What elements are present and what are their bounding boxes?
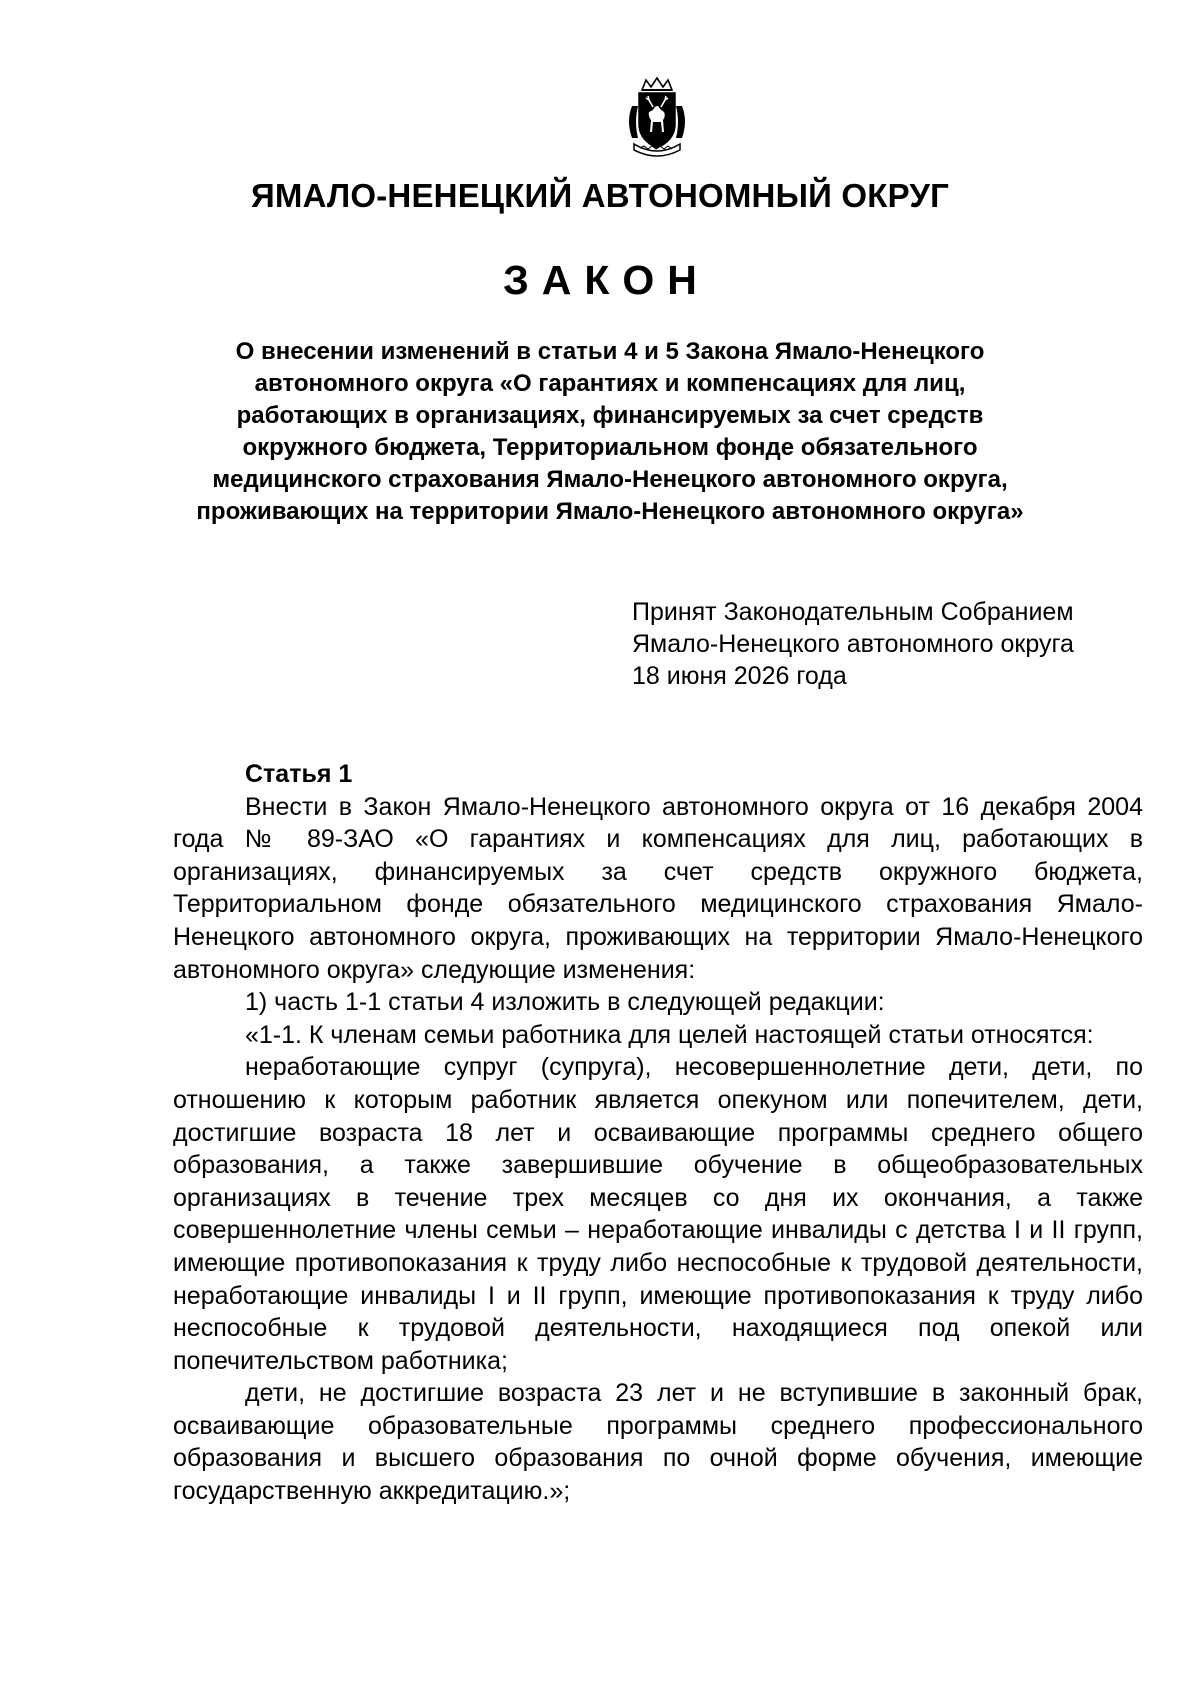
yamal-coat-of-arms-icon [622,76,692,158]
document-type-heading: ЗАКОН [503,257,710,303]
region-title: ЯМАЛО-НЕНЕЦКИЙ АВТОНОМНЫЙ ОКРУГ [250,177,950,214]
law-title-line: автономного округа «О гарантиях и компенсациях для лиц, [254,370,966,397]
law-title-line: медицинского страхования Ямало-Ненецкого автономного округа, [212,466,1008,493]
law-title-line: проживающих на территории Ямало-Ненецкого автономного округа» [196,498,1024,525]
law-title-line: работающих в организациях, финансируемых за счет средств [236,402,984,429]
adoption-line: Ямало-Ненецкого автономного округа [632,630,1074,658]
law-title-line: О внесении изменений в статьи 4 и 5 Закона Ямало-Ненецкого [235,338,985,365]
article-heading: Статья 1 [245,760,353,788]
law-title [150,336,1070,528]
adoption-date: 18 июня 2026 года [632,662,847,690]
article-paragraph: неработающие супруг (супруга), несовершеннолетние дети, дети, по отношению к которым работник является опекуном или попечителем, дети, достигшие возраста 18 лет и осваивающие программы среднего общего образования, а также завершившие обучение в общеобразовательных организациях в течение трех месяцев со дня их окончания, а также совершеннолетние члены семьи – неработающие инвалиды с детства I и II групп, имеющие противопоказания к труду либо неспособные к трудовой деятельности, неработающие инвалиды I и II групп, имеющие противопоказания к труду либо неспособные к трудовой деятельности, находящиеся под опекой или попечительством работника; [173,1053,1143,1375]
law-title-line: окружного бюджета, Территориальном фонде обязательного [242,434,978,461]
article-paragraph: Внести в Закон Ямало-Ненецкого автономного округа от 16 декабря 2004 года № 89-ЗАО «О гарантиях и компенсациях для лиц, работающих в организациях, финансируемых за счет средств окружного бюджета, Территориальном фонде обязательного медицинского страхования Ямало-Ненецкого автономного округа, проживающих на территории Ямало-Ненецкого автономного округа» следующие изменения: [173,792,1143,984]
article-paragraph: 1) часть 1-1 статьи 4 изложить в следующей редакции: [245,988,885,1017]
adoption-note [632,596,1152,692]
article-paragraph: дети, не достигшие возраста 23 лет и не вступившие в законный брак, осваивающие образовательные программы среднего профессионального образования и высшего образования по очной форме обучения, имеющие государственную аккредитацию.»; [173,1379,1143,1506]
adoption-line: Принят Законодательным Собранием [632,598,1074,626]
article-1 [173,758,1143,1508]
article-paragraph: «1-1. К членам семьи работника для целей настоящей статьи относятся: [245,1020,1094,1049]
